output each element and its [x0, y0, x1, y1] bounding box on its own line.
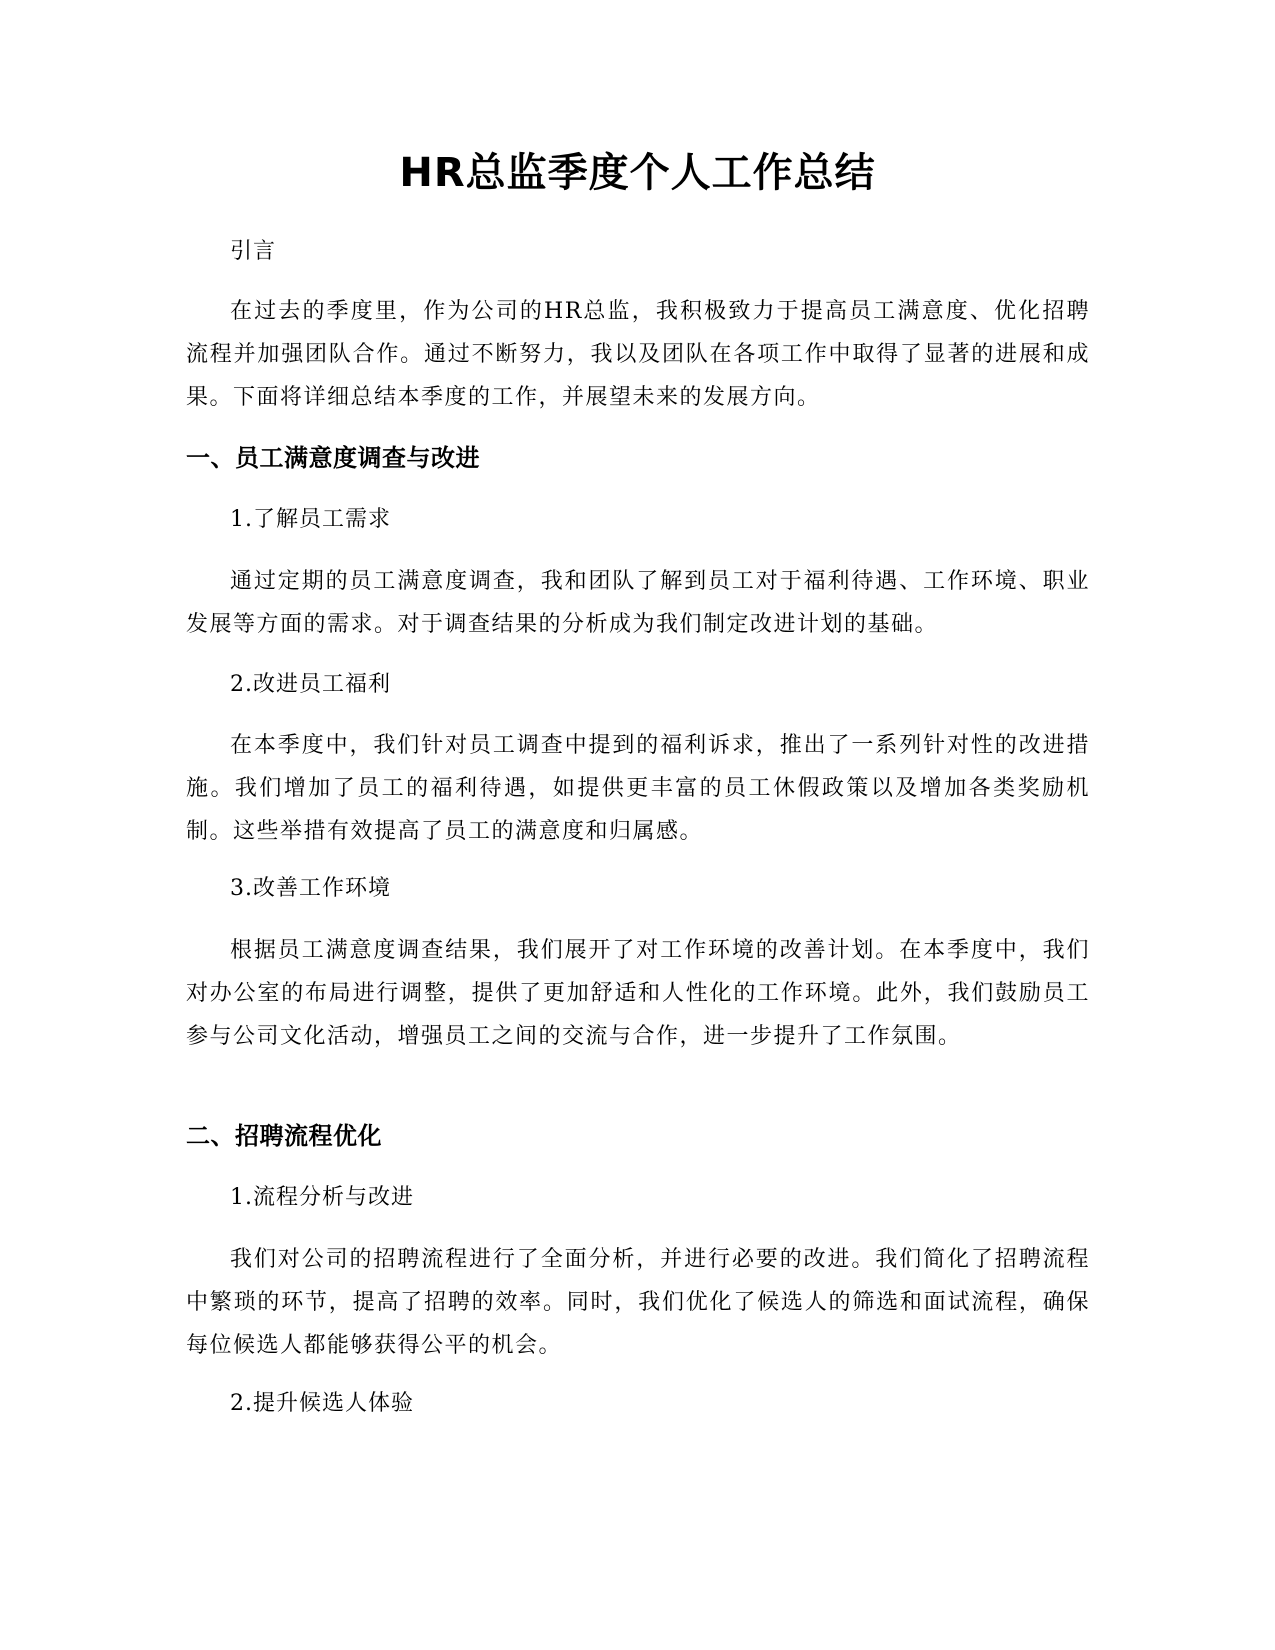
item-paragraph: 根据员工满意度调查结果，我们展开了对工作环境的改善计划。在本季度中，我们对办公室的布局进行调整，提供了更加舒适和人性化的工作环境。此外，我们鼓励员工参与公司文化活动，增强员工之间的交流与合作，进一步提升了工作氛围。 — [186, 938, 1090, 1049]
item-paragraph: 我们对公司的招聘流程进行了全面分析，并进行必要的改进。我们简化了招聘流程中繁琐的环节，提高了招聘的效率。同时，我们优化了候选人的筛选和面试流程，确保每位候选人都能够获得公平的机会。 — [186, 1247, 1090, 1358]
item-subheading: 1.了解员工需求 — [230, 507, 391, 532]
item-subheading: 2.提升候选人体验 — [230, 1391, 414, 1416]
item-subheading: 1.流程分析与改进 — [230, 1185, 414, 1210]
item-paragraph: 通过定期的员工满意度调查，我和团队了解到员工对于福利待遇、工作环境、职业发展等方面的需求。对于调查结果的分析成为我们制定改进计划的基础。 — [186, 569, 1090, 637]
intro-label: 引言 — [230, 239, 277, 264]
section-heading: 二、招聘流程优化 — [186, 1122, 382, 1150]
item-paragraph: 在本季度中，我们针对员工调查中提到的福利诉求，推出了一系列针对性的改进措施。我们增加了员工的福利待遇，如提供更丰富的员工休假政策以及增加各类奖励机制。这些举措有效提高了员工的满意度和归属感。 — [186, 733, 1090, 844]
item-subheading: 2.改进员工福利 — [230, 672, 391, 697]
item-subheading: 3.改善工作环境 — [230, 876, 391, 901]
intro-paragraph: 在过去的季度里，作为公司的HR总监，我积极致力于提高员工满意度、优化招聘流程并加强团队合作。通过不断努力，我以及团队在各项工作中取得了显著的进展和成果。下面将详细总结本季度的工作，并展望未来的发展方向。 — [186, 299, 1090, 410]
section-heading: 一、员工满意度调查与改进 — [186, 444, 480, 472]
document-title: HR总监季度个人工作总结 — [399, 150, 876, 196]
